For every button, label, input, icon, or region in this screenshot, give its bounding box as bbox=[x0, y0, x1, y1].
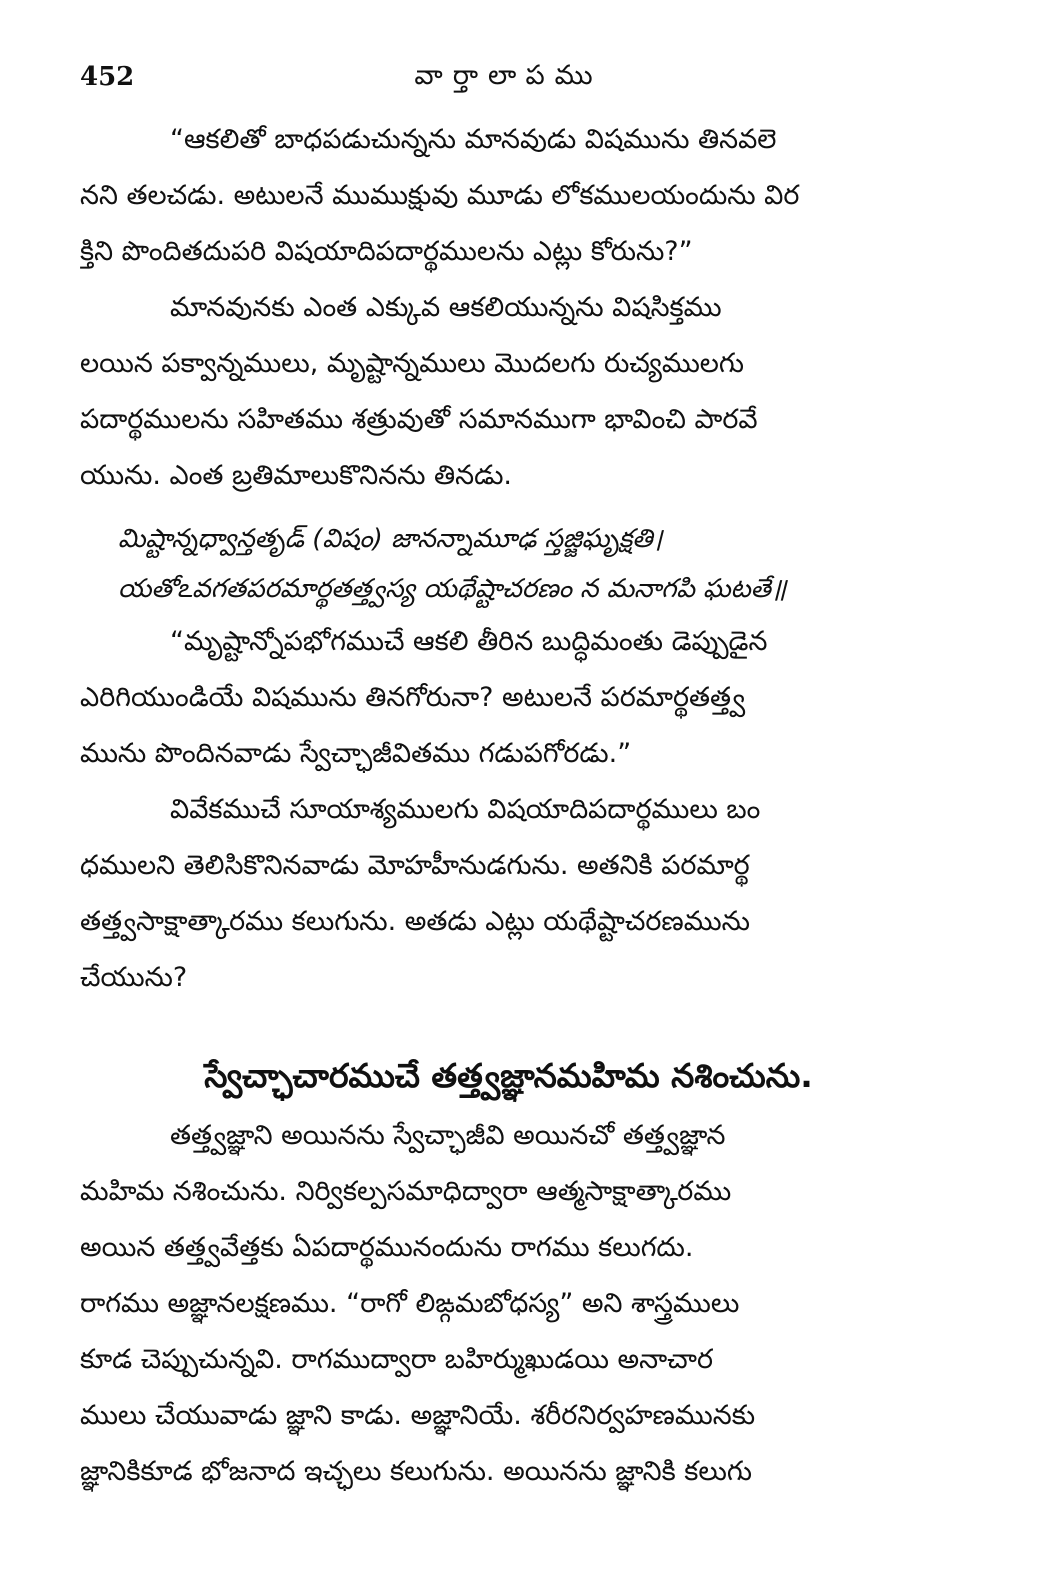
text-line: క్తిని పొందితదుపరి విషయాదిపదార్థములను ఎట్లు కోరును?” bbox=[80, 236, 693, 267]
verse-line: యతోఽవగతపరమార్థతత్త్వస్య యథేష్టాచరణం న మనాగపి ఘటతే॥ bbox=[118, 574, 787, 604]
text-line: కూడ చెప్పుచున్నవి. రాగముద్వారా బహిర్ముఖుడయి అనాచార bbox=[80, 1344, 713, 1375]
text-line: మహిమ నశించును. నిర్వికల్పసమాధిద్వారా ఆత్మసాక్షాత్కారము bbox=[80, 1176, 732, 1207]
text-line: యును. ఎంత బ్రతిమాలుకొనినను తినడు. bbox=[80, 460, 513, 491]
text-line: మును పొందినవాడు స్వేచ్ఛాజీవితము గడుపగోరడు.” bbox=[80, 738, 632, 769]
spacer bbox=[80, 504, 937, 514]
text-line: ములు చేయువాడు జ్ఞాని కాడు. అజ్ఞానియే. శరీరనిర్వహణమునకు bbox=[80, 1400, 756, 1431]
page-header bbox=[80, 52, 937, 112]
verse-line: మిష్టాన్నధ్వాన్తతృడ్ (విషం) జానన్నామూఢ స్తజ్జిఘృక్షతి। bbox=[118, 524, 663, 554]
spacer bbox=[80, 1006, 937, 1044]
paragraph-5 bbox=[80, 1108, 937, 1500]
running-head: వార్తాలాపము bbox=[414, 60, 603, 91]
text-line: “ఆకలితో బాధపడుచున్నను మానవుడు విషమును తినవలె bbox=[170, 124, 777, 155]
text-line: నని తలచడు. అటులనే ముముక్షువు మూడు లోకములయందును విర bbox=[80, 180, 800, 211]
text-line: తత్త్వసాక్షాత్కారము కలుగును. అతడు ఎట్లు యథేష్టాచరణమును bbox=[80, 906, 750, 937]
text-line: జ్ఞానికికూడ భోజనాద ఇచ్ఛలు కలుగును. అయినను జ్ఞానికి కలుగు bbox=[80, 1456, 752, 1487]
paragraph-2 bbox=[80, 280, 937, 504]
text-line: చేయును? bbox=[80, 962, 188, 993]
paragraph-1 bbox=[80, 112, 937, 280]
text-line: రాగము అజ్ఞానలక్షణము. “రాగో లిఙ్గమబోధస్య” అని శాస్త్రములు bbox=[80, 1288, 740, 1319]
page-number: 452 bbox=[80, 62, 135, 92]
paragraph-3 bbox=[80, 614, 937, 782]
text-line: పదార్థములను సహితము శత్రువుతో సమానముగా భావించి పారవే bbox=[80, 404, 758, 435]
text-line: వివేకముచే సూయాశ్యములగు విషయాదిపదార్థములు బం bbox=[170, 794, 761, 825]
text-line: “మృష్టాన్నోపభోగముచే ఆకలి తీరిన బుద్ధిమంతు డెప్పుడైన bbox=[170, 626, 768, 657]
text-line: ఎరిగియుండియే విషమును తినగోరునా? అటులనే పరమార్థతత్త్వ bbox=[80, 682, 746, 713]
text-line: ధములని తెలిసికొనినవాడు మోహహీనుడగును. అతనికి పరమార్థ bbox=[80, 850, 750, 881]
text-line: మానవునకు ఎంత ఎక్కువ ఆకలియున్నను విషసిక్తము bbox=[170, 292, 722, 323]
text-line: తత్త్వజ్ఞాని అయినను స్వేచ్ఛాజీవి అయినచో తత్త్వజ్ఞాన bbox=[170, 1120, 726, 1151]
paragraph-4 bbox=[80, 782, 937, 1006]
sanskrit-verse bbox=[80, 514, 937, 614]
text-line: అయిన తత్త్వవేత్తకు ఏపదార్థమునందును రాగము కలుగదు. bbox=[80, 1232, 694, 1263]
text-line: లయిన పక్వాన్నములు, మృష్టాన్నములు మొదలగు రుచ్యములగు bbox=[80, 348, 745, 379]
section-heading: స్వేచ్ఛాచారముచే తత్త్వజ్ఞానమహిమ నశించును. bbox=[204, 1056, 813, 1095]
